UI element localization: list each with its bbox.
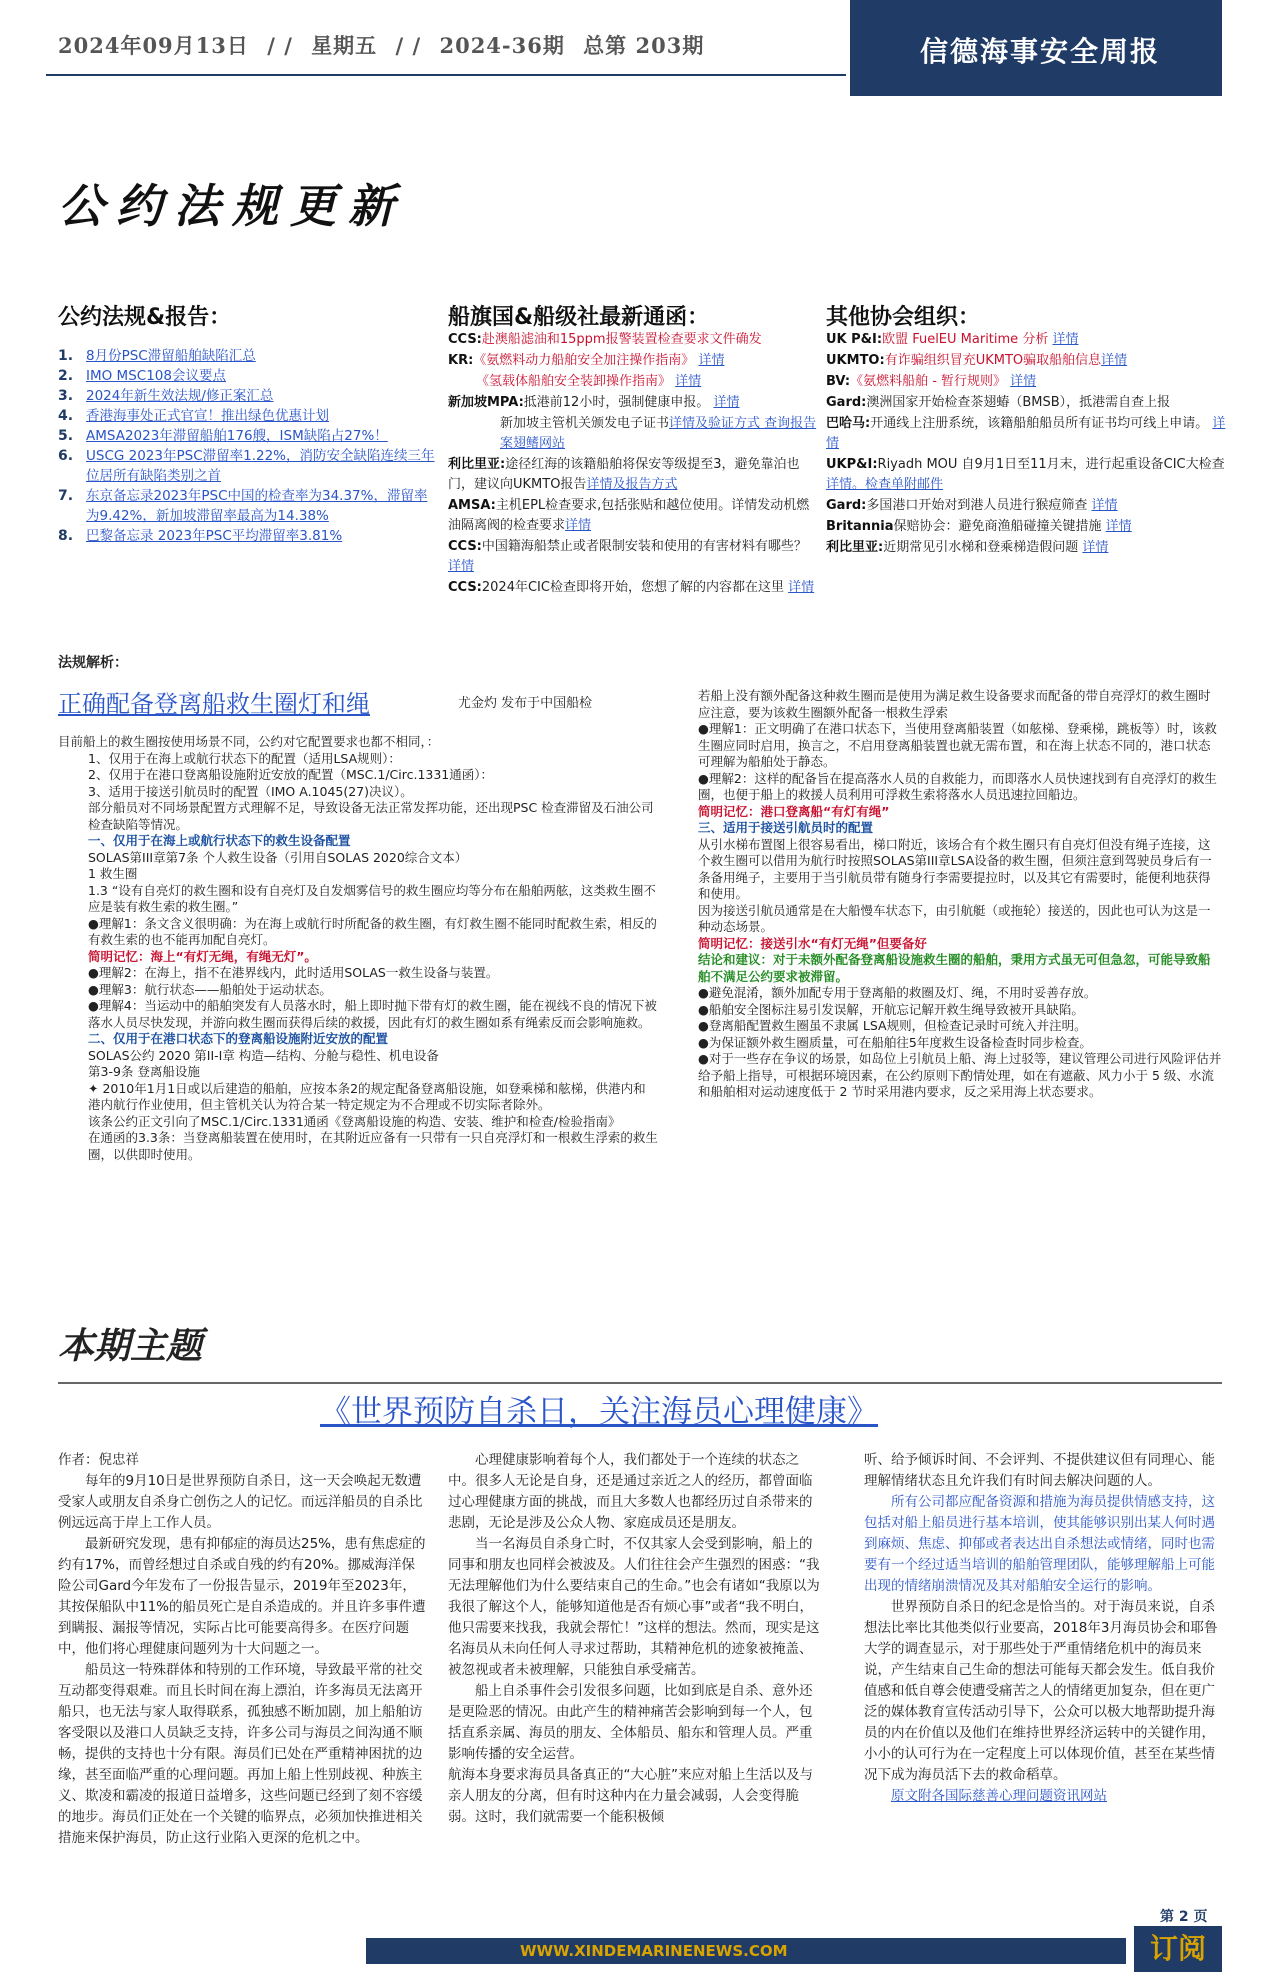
details-link[interactable]: 详情	[1105, 519, 1132, 534]
paragraph: 航海本身要求海员具备真正的“大心脏”来应对船上生活以及与亲人朋友的分离，但有时这种内在力量会减弱，人会变得脆弱。这时，我们就需要一个能积极倾	[448, 1767, 813, 1825]
paragraph: ●避免混淆，额外加配专用于登离船的救圈及灯、绳，不用时妥善存放。	[698, 985, 1097, 1000]
paragraph: ●理解1：正文明确了在港口状态下，当使用登离船装置（如舷梯、登乘梯，跳板等）时，该救生圈应同时启用，换言之，不启用登离船装置也就无需布置，和在海上状态不同的，港口状态可理解为船舶处于静态。	[698, 721, 1217, 769]
paragraph: 因为接送引航员通常是在大船慢车状态下，由引航艇（或拖轮）接送的，因此也可认为这是一种动态场景。	[698, 902, 1211, 934]
details-link[interactable]: 详情及验证方式 查询报告案翅鳍网站	[500, 416, 817, 451]
col2-heading: 船旗国&船级社最新通函：	[448, 305, 710, 330]
regulation-item[interactable]	[58, 426, 438, 446]
law-article-author: 尤金灼 发布于中国船检	[458, 696, 593, 711]
paragraph: SOLAS公约 2020 第II-I章 构造—结构、分舱与稳性、机电设备	[88, 1047, 439, 1063]
item-number: 1.	[58, 348, 74, 364]
paragraph: 在通函的3.3条：当登离船装置在使用时，在其附近应备有一只带有一只自亮浮灯和一根救生浮索的救生圈，以供即时使用。	[88, 1130, 658, 1162]
flag-class-news	[448, 330, 818, 599]
item-link[interactable]: 香港海事处正式官宣！推出绿色优惠计划	[86, 408, 329, 424]
item-number: 5.	[58, 428, 74, 444]
paragraph: 船上自杀事件会引发很多问题，比如到底是自杀、意外还是更险恶的情况。由此产生的精神痛苦会影响到每一个人，包括直系亲属、海员的朋友、全体船员、船东和管理人员。严重影响传播的安全运营。	[448, 1683, 813, 1762]
header-meta	[58, 30, 714, 60]
item-number: 2.	[58, 368, 74, 384]
regulation-item[interactable]	[58, 486, 438, 526]
details-link[interactable]: 详情	[448, 559, 475, 574]
article-column-3	[864, 1450, 1222, 1807]
news-item: Gard:澳洲国家开始检查茶翅蝽（BMSB），抵港需自查上报	[826, 395, 1171, 410]
regulation-item[interactable]	[58, 386, 438, 406]
paragraph: 部分船员对不同场景配置方式理解不足，导致设备无法正常发挥功能，还出现PSC 检查滞留及石油公司检查缺陷等情况。	[88, 800, 654, 832]
details-link[interactable]: 详情	[675, 374, 702, 389]
brand-title: 信德海事安全周报	[920, 35, 1161, 68]
paragraph: 1、仅用于在海上或航行状态下的配置（适用LSA规则）：	[88, 750, 401, 766]
paragraph: 从引水梯布置图上很容易看出，梯口附近，该场合有个救生圈只有自亮灯但没有绳子连接，这个救生圈可以借用为航行时按照SOLAS第III章LSA设备的救生圈，但须注意到驾驶员身后有一条备用绳子，主要用于当引航员带有随身行李需要提拉时，以及其它有需要时，能便利地获得和使用。	[698, 836, 1212, 901]
header-rule	[46, 74, 846, 76]
paragraph: ✦ 2010年1月1日或以后建造的船舶，应按本条2的规定配备登离船设施，如登乘梯和舷梯，供港内和港内航行作业使用，但主管机关认为符合某一特定规定为不合理或不切实际者除外。	[88, 1080, 646, 1112]
news-item: UK P&I:欧盟 FuelEU Maritime 分析 详情	[826, 332, 1079, 347]
news-item: 利比里亚:途径红海的该籍船舶将保安等级提至3，避免靠泊也门，建议向UKMTO报告详情及报告方式	[448, 457, 800, 492]
news-item: BV:《氨燃料船舶 - 暂行规则》 详情	[826, 374, 1037, 389]
paragraph: ●理解2：这样的配备旨在提高落水人员的自救能力，而即落水人员快速找到有自亮浮灯的救生圈，也便于船上的救援人员利用可浮救生索将落水人员迅速拉回船边。	[698, 770, 1217, 802]
regulation-list	[58, 346, 438, 546]
paragraph: 若船上没有额外配备这种救生圈而是使用为满足救生设备要求而配备的带自亮浮灯的救生圈时应注意，要为该救生圈额外配备一根救生浮索	[698, 688, 1211, 720]
paragraph: ●理解1：条文含义很明确：为在海上或航行时所配备的救生圈，有灯救生圈不能同时配救生索，相反的有救生索的也不能再加配自亮灯。	[88, 915, 657, 947]
details-link[interactable]: 详情	[1101, 353, 1128, 368]
separator: / /	[267, 33, 293, 58]
item-link[interactable]: 东京备忘录2023年PSC中国的检查率为34.37%，滞留率为9.42%，新加坡滞留率最高为14.38%	[86, 488, 428, 524]
details-link[interactable]: 详情	[565, 518, 592, 533]
item-link[interactable]: 巴黎备忘录 2023年PSC平均滞留率3.81%	[86, 528, 343, 544]
theme-article-title[interactable]: 《世界预防自杀日，关注海员心理健康》	[320, 1394, 878, 1430]
paragraph: 结论和建议：对于未额外配备登离船设施救生圈的船舶，秉用方式虽无可但急忽，可能导致船舶不满足公约要求被滞留。	[698, 952, 1211, 984]
issue-date: 2024年09月13日	[58, 33, 249, 58]
details-link[interactable]: 详情	[1052, 332, 1079, 347]
law-right-column	[668, 688, 1222, 1101]
news-item: Gard:多国港口开始对到港人员进行猴痘筛查 详情	[826, 498, 1118, 513]
separator: / /	[395, 33, 422, 58]
details-link[interactable]: 详情	[788, 580, 815, 595]
paragraph: 该条公约正文引向了MSC.1/Circ.1331通函《登离船设施的构造、安装、维护和检查/检验指南》	[88, 1113, 621, 1129]
item-link[interactable]: USCG 2023年PSC滞留率1.22%，消防安全缺陷连续三年位居所有缺陷类别之首	[86, 448, 435, 484]
paragraph: 2、仅用于在港口登离船设施附近安放的配置（MSC.1/Circ.1331通函）：	[88, 767, 494, 782]
news-item: KR:《氨燃料动力船舶安全加注操作指南》 详情	[448, 353, 725, 368]
paragraph: 心理健康影响着每个人，我们都处于一个连续的状态之中。很多人无论是自身，还是通过亲近之人的经历，都曾面临过心理健康方面的挑战，而且大多数人也都经历过自杀带来的悲剧，无论是涉及公众人物、家庭成员还是朋友。	[448, 1452, 813, 1531]
col1-heading: 公约法规&报告：	[58, 305, 232, 330]
regulation-item[interactable]	[58, 446, 438, 486]
details-link[interactable]: 详情及报告方式	[586, 477, 678, 492]
regulation-item[interactable]	[58, 366, 438, 386]
theme-rule	[58, 1382, 1222, 1384]
paragraph: ●登离船配置救生圈虽不隶属 LSA规则，但检查记录时可统入并注明。	[698, 1018, 1087, 1033]
paragraph: 简明记忆：港口登离船“有灯有绳”	[698, 803, 890, 819]
paragraph: SOLAS第III章第7条 个人救生设备（引用自SOLAS 2020综合文本）	[88, 849, 468, 865]
website-link[interactable]: WWW.XINDEMARINENEWS.COM	[520, 1942, 788, 1960]
news-item: 巴哈马:开通线上注册系统，该籍船舶船员所有证书均可线上申请。 详情	[826, 416, 1226, 451]
paragraph: ●理解4：当运动中的船舶突发有人员落水时，船上即时抛下带有灯的救生圈，能在视线不良的情况下被落水人员尽快发现，并游向救生圈而获得后续的救援，因此有灯的救生圈如系有绳索反而会影响施救。	[88, 998, 657, 1030]
paragraph: 当一名海员自杀身亡时，不仅其家人会受到影响，船上的同事和朋友也同样会被波及。人们往往会产生强烈的困惑：“我无法理解他们为什么要结束自己的生命。”也会有诸如“我原以为我很了解这个人，能够知道他是否有烦心事”或者“我不明白，他只需要来找我，我就会帮忙！”这样的想法。然而，现实是这名海员从未向任何人寻求过帮助，其精神危机的迹象被掩盖、被忽视或者未被理解，只能独自承受痛苦。	[448, 1536, 820, 1678]
details-link[interactable]: 详情	[698, 353, 725, 368]
paragraph: 每年的9月10日是世界预防自杀日，这一天会唤起无数遭受家人或朋友自杀身亡创伤之人的记忆。而远洋船员的自杀比例远远高于岸上工作人员。	[58, 1473, 423, 1531]
law-analysis-label: 法规解析：	[58, 655, 128, 671]
item-number: 3.	[58, 388, 74, 404]
subscribe-button[interactable]: 订阅	[1134, 1926, 1222, 1972]
article-column-2	[448, 1450, 820, 1828]
paragraph: ●船舶安全图标注易引发误解，开航忘记解开救生绳导致被开具缺陷。	[698, 1001, 1084, 1017]
paragraph: ●理解2：在海上，指不在港界线内，此时适用SOLAS一救生设备与装置。	[88, 965, 499, 980]
news-item: 新加坡主管机关颁发电子证书详情及验证方式 查询报告案翅鳍网站	[500, 416, 817, 451]
paragraph: ●为保证额外救生圈质量，可在船舶往5年度救生设备检查时同步检查。	[698, 1034, 1092, 1050]
news-item: Britannia保赔协会：避免商渔船碰撞关键措施 详情	[826, 519, 1132, 534]
paragraph: 世界预防自杀日的纪念是恰当的。对于海员来说，自杀想法比率比其他类似行业要高，2018年3月海员协会和耶鲁大学的调查显示，对于那些处于严重情绪危机中的海员来说，产生结束自己生命的想法可能每天都会发生。低自我价值感和低自尊会使遭受痛苦之人的情绪更加复杂，但在更广泛的媒体教育宣传活动引导下，公众可以极大地帮助提升海员的内在价值以及他们在维持世界经济运转中的关键作用，小小的认可行为在一定程度上可以体现价值，甚至在某些情况下成为海员活下去的救命稻草。	[864, 1599, 1218, 1783]
details-link[interactable]: 详情	[1091, 498, 1118, 513]
paragraph[interactable]: 原文附各国际慈善心理问题资讯网站	[891, 1788, 1107, 1804]
news-item: CCS:2024年CIC检查即将开始，您想了解的内容都在这里 详情	[448, 580, 815, 595]
details-link[interactable]: 详情	[713, 395, 740, 410]
item-link[interactable]: AMSA2023年滞留船舶176艘，ISM缺陷占27%！	[86, 428, 388, 444]
details-link[interactable]: 详情	[1082, 540, 1109, 555]
news-item: CCS:中国籍海船禁止或者限制安装和使用的有害材料有哪些？ 详情	[448, 539, 807, 574]
news-item: 利比里亚:近期常见引水梯和登乘梯造假问题 详情	[826, 540, 1109, 555]
paragraph: 最新研究发现，患有抑郁症的海员达25%，患有焦虑症的约有17%，而曾经想过自杀或自残的约有20%。挪威海洋保险公司Gard今年发布了一份报告显示，2019年至2023年，其按保船队中11%的船员死亡是自杀造成的。并且许多事件遭到瞒报、漏报等情况，实际占比可能要高得多。在医疗问题中，他们将心理健康问题列为十大问题之一。	[58, 1536, 426, 1657]
weekday: 星期五	[311, 33, 378, 58]
total-issue: 总第 203期	[583, 33, 705, 58]
paragraph: 听、给予倾诉时间、不会评判、不提供建议但有同理心、能理解情绪状态且允许我们有时间去解决问题的人。	[864, 1452, 1215, 1489]
paragraph: 1 救生圈	[88, 866, 138, 881]
col3-heading: 其他协会组织：	[826, 305, 981, 330]
paragraph: 作者：倪忠祥	[58, 1452, 139, 1468]
paragraph: ●理解3：航行状态——船舶处于运动状态。	[88, 981, 332, 997]
details-link[interactable]: 详情	[1010, 374, 1037, 389]
paragraph: 3、适用于接送引航员时的配置（IMO A.1045(27)决议）。	[88, 783, 413, 799]
paragraph: ●对于一些存在争议的场景，如岛位上引航员上船、海上过驳等，建议管理公司进行风险评估并给予船上指导，可根据环境因素，在公约原则下酌情处理，如在有遮蔽、风力小于 5 级、水流和船舶相对运动速度低于 2 节时采用港内要求，反之采用海上状态要求。	[698, 1051, 1222, 1099]
paragraph: 第3-9条 登离船设施	[88, 1064, 200, 1079]
theme-section-label: 本期主题	[58, 1325, 203, 1367]
law-article-title[interactable]: 正确配备登离船救生圈灯和绳	[58, 690, 370, 718]
item-link[interactable]: IMO MSC108会议要点	[86, 368, 226, 384]
regulation-item[interactable]	[58, 346, 438, 366]
news-item: UKMTO:有诈骗组织冒充UKMTO骗取船舶信息详情	[826, 353, 1128, 368]
news-item: AMSA:主机EPL检查要求,包括张贴和越位使用。详情发动机燃油隔离阀的检查要求详情	[448, 498, 810, 533]
law-left-column	[58, 734, 658, 1163]
paragraph: 二、仅用于在港口状态下的登离船设施附近安放的配置	[88, 1031, 389, 1046]
details-link[interactable]: 详情。检查单附邮件	[826, 477, 944, 492]
item-number: 7.	[58, 488, 74, 504]
news-item: CCS:赴澳船滤油和15ppm报警装置检查要求文件确发	[448, 332, 762, 347]
news-item: UKP&I:Riyadh MOU 自9月1日至11月末，进行起重设备CIC大检查详情。检查单附邮件	[826, 457, 1225, 492]
details-link[interactable]: 详情	[826, 416, 1226, 451]
paragraph: 简明记忆：海上“有灯无绳，有绳无灯”。	[88, 948, 317, 964]
paragraph: 船员这一特殊群体和特别的工作环境，导致最平常的社交互动都变得艰难。而且长时间在海上漂泊，许多海员无法离开船只，也无法与家人取得联系，孤独感不断加剧，加上船舶访客受限以及港口人员缺乏支持，许多公司与海员之间沟通不顺畅，提供的支持也十分有限。海员们已处在严重精神困扰的边缘，甚至面临严重的心理问题。再加上船上性别歧视、种族主义、欺凌和霸凌的报道日益增多，这些问题已经到了刻不容缓的地步。海员们正处在一个关键的临界点，必须加快推进相关措施来保护海员，防止这行业陷入更深的危机之中。	[58, 1662, 423, 1846]
brand-banner	[850, 0, 1222, 96]
issue-number: 2024-36期	[439, 33, 565, 58]
item-number: 8.	[58, 528, 74, 544]
page-number: 第 2 页	[1160, 1909, 1208, 1925]
association-news	[826, 330, 1226, 559]
item-link[interactable]: 2024年新生效法规/修正案汇总	[86, 388, 274, 404]
article-column-1	[58, 1450, 426, 1849]
paragraph: 一、仅用于在海上或航行状态下的救生设备配置	[88, 833, 351, 848]
paragraph: 三、适用于接送引航员时的配置	[698, 820, 874, 835]
regulation-item[interactable]	[58, 406, 438, 426]
item-number: 6.	[58, 448, 74, 464]
paragraph: 简明记忆：接送引水“有灯无绳”但要备好	[698, 935, 927, 951]
news-item: 新加坡MPA:抵港前12小时，强制健康申报。 详情	[448, 395, 740, 410]
item-link[interactable]: 8月份PSC滞留船舶缺陷汇总	[86, 348, 256, 364]
paragraph: 1.3 “设有自亮灯的救生圈和设有自亮灯及自发烟雾信号的救生圈应均等分布在船舶两舷，这类救生圈不应是装有救生索的救生圈。”	[88, 882, 656, 914]
item-number: 4.	[58, 408, 74, 424]
paragraph: 目前船上的救生圈按使用场景不同，公约对它配置要求也都不相同，：	[58, 734, 440, 749]
paragraph: 所有公司都应配备资源和措施为海员提供情感支持，这包括对船上船员进行基本培训，使其能够识别出某人何时遇到麻烦、焦虑、抑郁或者表达出自杀想法或情绪，同时也需要有一个经过适当培训的船舶管理团队，能够理解船上可能出现的情绪崩溃情况及其对船舶安全运行的影响。	[864, 1494, 1215, 1594]
regulation-item[interactable]	[58, 526, 438, 546]
news-item: 《氢载体船舶安全装卸操作指南》 详情	[476, 374, 702, 389]
section-title: 公约法规更新	[58, 179, 406, 233]
